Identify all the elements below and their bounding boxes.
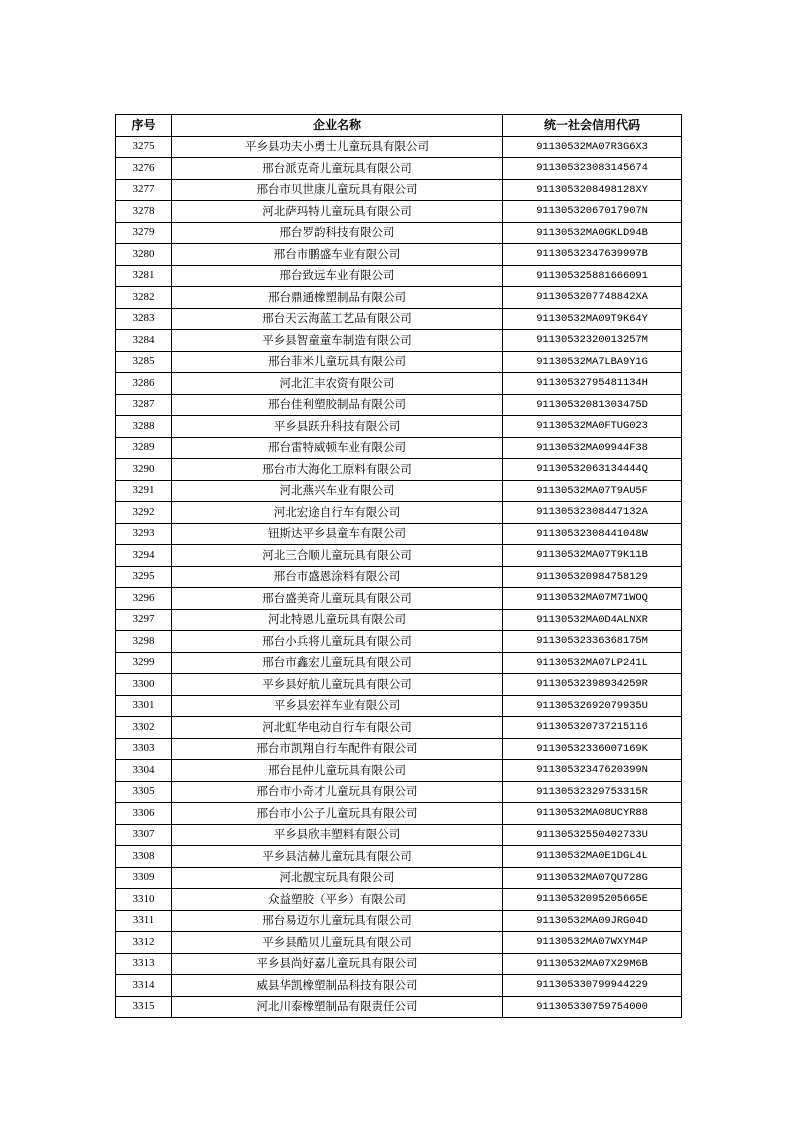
row-company-name-cell: 平乡县洁赫儿童玩具有限公司 [172, 846, 503, 868]
table-row [116, 416, 682, 438]
row-credit-code-cell: 911305330759754000 [503, 996, 682, 1018]
table-row [116, 760, 682, 782]
table-row [116, 459, 682, 481]
table-row [116, 588, 682, 610]
header-seq: 序号 [116, 115, 172, 137]
row-company-name-cell: 邢台派克奇儿童玩具有限公司 [172, 158, 503, 180]
row-company-name-cell: 平乡县智童童车制造有限公司 [172, 330, 503, 352]
row-company-name-cell: 众益塑胶（平乡）有限公司 [172, 889, 503, 911]
row-company-name-cell: 平乡县功夫小勇士儿童玩具有限公司 [172, 136, 503, 158]
row-credit-code-cell: 91130532MA09944F38 [503, 437, 682, 459]
table-row [116, 631, 682, 653]
table-row [116, 308, 682, 330]
row-company-name-cell: 平乡县好航儿童玩具有限公司 [172, 674, 503, 696]
row-company-name-cell: 河北靓宝玩具有限公司 [172, 867, 503, 889]
row-seq-cell: 3304 [116, 760, 172, 782]
table-row [116, 717, 682, 739]
row-seq-cell: 3298 [116, 631, 172, 653]
row-company-name-cell: 威县华凯橡塑制品科技有限公司 [172, 975, 503, 997]
header-credit-code: 统一社会信用代码 [503, 115, 682, 137]
row-credit-code-cell: 91130532MA07R3G6X3 [503, 136, 682, 158]
row-credit-code-cell: 91130532067017907N [503, 201, 682, 223]
table-row [116, 781, 682, 803]
row-credit-code-cell: 91130532336368175M [503, 631, 682, 653]
row-company-name-cell: 河北燕兴车业有限公司 [172, 480, 503, 502]
table-row [116, 222, 682, 244]
row-seq-cell: 3284 [116, 330, 172, 352]
row-company-name-cell: 邢台市凯翔自行车配件有限公司 [172, 738, 503, 760]
row-company-name-cell: 河北川泰橡塑制品有限责任公司 [172, 996, 503, 1018]
row-seq-cell: 3306 [116, 803, 172, 825]
row-credit-code-cell: 91130532095205665E [503, 889, 682, 911]
table-row [116, 846, 682, 868]
table-row [116, 394, 682, 416]
row-seq-cell: 3302 [116, 717, 172, 739]
table-row [116, 373, 682, 395]
table-row [116, 996, 682, 1018]
table-row [116, 265, 682, 287]
row-company-name-cell: 邢台市小奇才儿童玩具有限公司 [172, 781, 503, 803]
row-seq-cell: 3288 [116, 416, 172, 438]
row-credit-code-cell: 911305330799944229 [503, 975, 682, 997]
row-credit-code-cell: 91130532308441048W [503, 523, 682, 545]
table-row [116, 566, 682, 588]
table-row [116, 932, 682, 954]
row-company-name-cell: 平乡县欣丰塑料有限公司 [172, 824, 503, 846]
table-body [116, 136, 682, 1018]
row-seq-cell: 3278 [116, 201, 172, 223]
row-seq-cell: 3276 [116, 158, 172, 180]
row-seq-cell: 3311 [116, 910, 172, 932]
row-company-name-cell: 邢台市鹏盛车业有限公司 [172, 244, 503, 266]
row-company-name-cell: 钮斯达平乡县童车有限公司 [172, 523, 503, 545]
table-header-row [116, 115, 682, 137]
row-credit-code-cell: 9113053208498128XY [503, 179, 682, 201]
row-credit-code-cell: 91130532550402733U [503, 824, 682, 846]
table-row [116, 523, 682, 545]
table-row [116, 351, 682, 373]
table-row [116, 158, 682, 180]
row-credit-code-cell: 91130532320013257M [503, 330, 682, 352]
row-credit-code-cell: 91130532MA07X29M6B [503, 953, 682, 975]
table-row [116, 609, 682, 631]
row-credit-code-cell: 91130532MA08UCYR88 [503, 803, 682, 825]
enterprise-credit-code-table [115, 114, 682, 1018]
row-credit-code-cell: 91130532MA07QU728G [503, 867, 682, 889]
table-row [116, 674, 682, 696]
row-credit-code-cell: 91130532MA0E1DGL4L [503, 846, 682, 868]
table-row [116, 695, 682, 717]
row-credit-code-cell: 91130532MA0GKLD94B [503, 222, 682, 244]
table-row [116, 287, 682, 309]
table-row [116, 975, 682, 997]
table-row [116, 179, 682, 201]
row-company-name-cell: 河北特恩儿童玩具有限公司 [172, 609, 503, 631]
row-company-name-cell: 邢台市大海化工原料有限公司 [172, 459, 503, 481]
row-credit-code-cell: 911305320984758129 [503, 566, 682, 588]
row-company-name-cell: 平乡县酷贝儿童玩具有限公司 [172, 932, 503, 954]
table-row [116, 244, 682, 266]
row-credit-code-cell: 91130532MA7LBA9Y1G [503, 351, 682, 373]
row-seq-cell: 3287 [116, 394, 172, 416]
row-seq-cell: 3293 [116, 523, 172, 545]
row-company-name-cell: 邢台易迈尔儿童玩具有限公司 [172, 910, 503, 932]
row-seq-cell: 3279 [116, 222, 172, 244]
row-company-name-cell: 河北汇丰农资有限公司 [172, 373, 503, 395]
row-company-name-cell: 邢台致远车业有限公司 [172, 265, 503, 287]
row-credit-code-cell: 91130532795481134H [503, 373, 682, 395]
row-seq-cell: 3283 [116, 308, 172, 330]
row-company-name-cell: 河北虹华电动自行车有限公司 [172, 717, 503, 739]
row-company-name-cell: 邢台昆仲儿童玩具有限公司 [172, 760, 503, 782]
row-company-name-cell: 邢台小兵将儿童玩具有限公司 [172, 631, 503, 653]
row-seq-cell: 3281 [116, 265, 172, 287]
table-row [116, 480, 682, 502]
row-credit-code-cell: 91130532063134444Q [503, 459, 682, 481]
row-seq-cell: 3310 [116, 889, 172, 911]
row-company-name-cell: 平乡县宏祥车业有限公司 [172, 695, 503, 717]
row-seq-cell: 3291 [116, 480, 172, 502]
row-company-name-cell: 邢台天云海蓝工艺品有限公司 [172, 308, 503, 330]
row-seq-cell: 3314 [116, 975, 172, 997]
row-seq-cell: 3308 [116, 846, 172, 868]
table-row [116, 502, 682, 524]
table-row [116, 437, 682, 459]
row-credit-code-cell: 91130532692079935U [503, 695, 682, 717]
row-company-name-cell: 邢台罗韵科技有限公司 [172, 222, 503, 244]
row-credit-code-cell: 91130532MA09T9K64Y [503, 308, 682, 330]
table-row [116, 652, 682, 674]
row-seq-cell: 3309 [116, 867, 172, 889]
row-credit-code-cell: 91130532MA07M71WOQ [503, 588, 682, 610]
table-row [116, 824, 682, 846]
row-seq-cell: 3277 [116, 179, 172, 201]
row-credit-code-cell: 91130532336007169K [503, 738, 682, 760]
row-seq-cell: 3315 [116, 996, 172, 1018]
row-credit-code-cell: 911305320737215116 [503, 717, 682, 739]
table-row [116, 545, 682, 567]
row-credit-code-cell: 91130532398934259R [503, 674, 682, 696]
row-credit-code-cell: 9113053207748842XA [503, 287, 682, 309]
row-credit-code-cell: 91130532347620399N [503, 760, 682, 782]
row-company-name-cell: 邢台雷特威顿车业有限公司 [172, 437, 503, 459]
row-company-name-cell: 河北萨玛特儿童玩具有限公司 [172, 201, 503, 223]
table-row [116, 889, 682, 911]
row-company-name-cell: 平乡县尚好嘉儿童玩具有限公司 [172, 953, 503, 975]
row-seq-cell: 3289 [116, 437, 172, 459]
row-company-name-cell: 邢台市鑫宏儿童玩具有限公司 [172, 652, 503, 674]
row-seq-cell: 3301 [116, 695, 172, 717]
row-credit-code-cell: 91130532MA09JRG04D [503, 910, 682, 932]
row-seq-cell: 3296 [116, 588, 172, 610]
row-seq-cell: 3292 [116, 502, 172, 524]
row-seq-cell: 3290 [116, 459, 172, 481]
row-seq-cell: 3312 [116, 932, 172, 954]
row-company-name-cell: 邢台佳利塑胶制品有限公司 [172, 394, 503, 416]
row-credit-code-cell: 91130532347639997B [503, 244, 682, 266]
row-company-name-cell: 邢台市小公子儿童玩具有限公司 [172, 803, 503, 825]
row-seq-cell: 3313 [116, 953, 172, 975]
row-seq-cell: 3303 [116, 738, 172, 760]
row-company-name-cell: 邢台菲米儿童玩具有限公司 [172, 351, 503, 373]
row-credit-code-cell: 911305323083145674 [503, 158, 682, 180]
row-company-name-cell: 邢台市贝世康儿童玩具有限公司 [172, 179, 503, 201]
row-credit-code-cell: 91130532MA07T9K11B [503, 545, 682, 567]
table-row [116, 867, 682, 889]
row-company-name-cell: 邢台市盛恩涂料有限公司 [172, 566, 503, 588]
table-row [116, 910, 682, 932]
row-seq-cell: 3280 [116, 244, 172, 266]
row-seq-cell: 3295 [116, 566, 172, 588]
row-seq-cell: 3300 [116, 674, 172, 696]
table-row [116, 953, 682, 975]
table-row [116, 738, 682, 760]
row-company-name-cell: 邢台鼎通橡塑制品有限公司 [172, 287, 503, 309]
row-company-name-cell: 河北三合顺儿童玩具有限公司 [172, 545, 503, 567]
row-seq-cell: 3307 [116, 824, 172, 846]
row-credit-code-cell: 91130532MA07T9AU5F [503, 480, 682, 502]
row-seq-cell: 3294 [116, 545, 172, 567]
table-row [116, 201, 682, 223]
header-company-name: 企业名称 [172, 115, 503, 137]
row-company-name-cell: 平乡县跃升科技有限公司 [172, 416, 503, 438]
row-seq-cell: 3285 [116, 351, 172, 373]
row-company-name-cell: 河北宏途自行车有限公司 [172, 502, 503, 524]
row-credit-code-cell: 91130532MA07WXYM4P [503, 932, 682, 954]
table-row [116, 136, 682, 158]
row-seq-cell: 3275 [116, 136, 172, 158]
table-row [116, 330, 682, 352]
row-credit-code-cell: 911305325881666091 [503, 265, 682, 287]
row-seq-cell: 3299 [116, 652, 172, 674]
row-seq-cell: 3305 [116, 781, 172, 803]
row-seq-cell: 3297 [116, 609, 172, 631]
row-credit-code-cell: 91130532329753315R [503, 781, 682, 803]
row-credit-code-cell: 91130532081303475D [503, 394, 682, 416]
row-credit-code-cell: 91130532308447132A [503, 502, 682, 524]
table-row [116, 803, 682, 825]
row-credit-code-cell: 91130532MA0FTUG023 [503, 416, 682, 438]
row-credit-code-cell: 91130532MA0D4ALNXR [503, 609, 682, 631]
row-credit-code-cell: 91130532MA07LP241L [503, 652, 682, 674]
row-seq-cell: 3282 [116, 287, 172, 309]
row-seq-cell: 3286 [116, 373, 172, 395]
row-company-name-cell: 邢台盛美奇儿童玩具有限公司 [172, 588, 503, 610]
